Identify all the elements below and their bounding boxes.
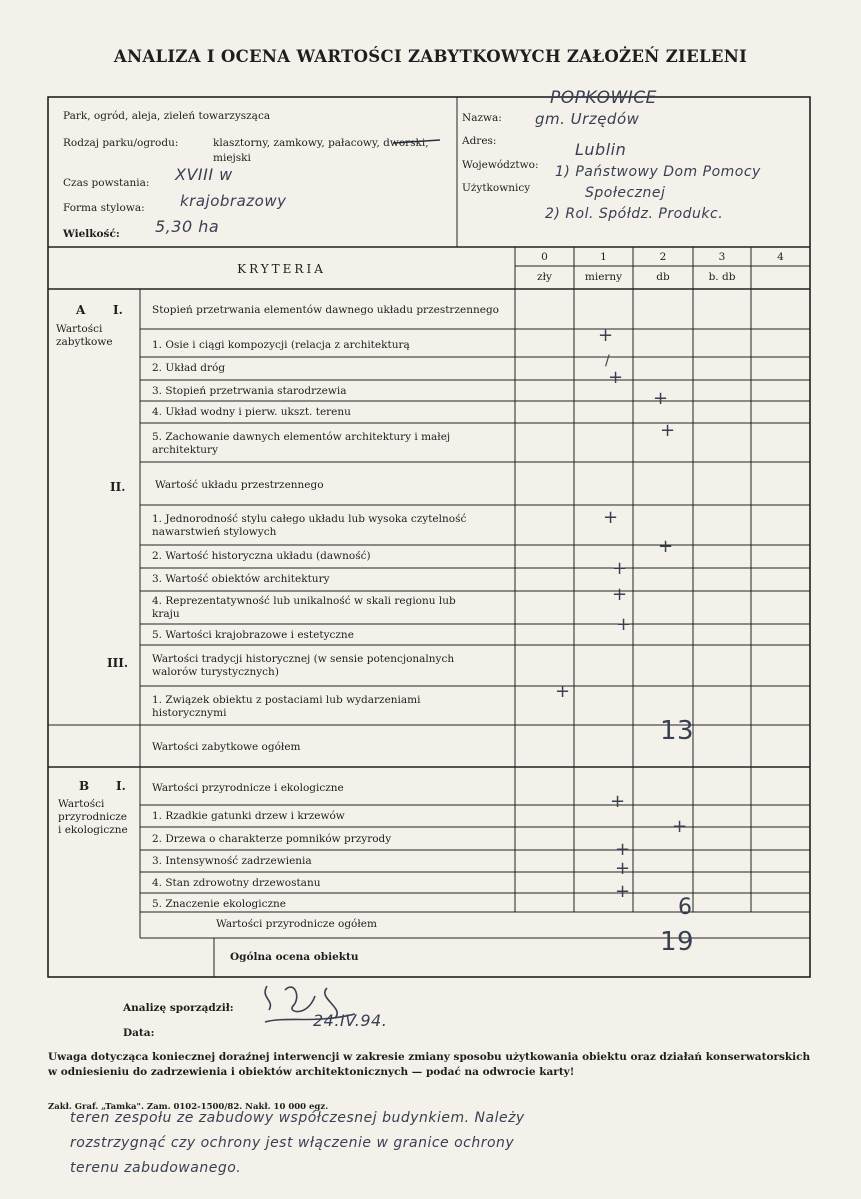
criterion-a3-1: 1. Związek obiektu z postaciami lub wydarzeniami historycznymi xyxy=(152,694,421,719)
check-mark: + xyxy=(603,507,619,528)
section-a-total-value: 13 xyxy=(660,716,695,746)
date-label: Data: xyxy=(123,1027,155,1039)
section-b-label: Wartości przyrodnicze i ekologiczne xyxy=(58,798,128,836)
type-label: Rodzaj parku/ogrodu: xyxy=(63,137,179,149)
handwritten-note-line-2: rozstrzygnąć czy ochrony jest włączenie w granice ochrony xyxy=(70,1135,515,1151)
check-mark: + xyxy=(616,614,632,635)
check-mark: + xyxy=(608,367,624,388)
score-3-label: b. db xyxy=(708,271,736,283)
overall-value: 19 xyxy=(660,927,695,957)
criterion-a1-5: 5. Zachowanie dawnych elementów architektury i małej architektury xyxy=(152,431,451,456)
voivodeship-label: Województwo: xyxy=(462,159,539,171)
handwritten-note-line-1: teren zespołu ze zabudowy współczesnej budynkiem. Należy xyxy=(70,1110,525,1126)
check-mark: + xyxy=(658,536,674,557)
score-2-label: db xyxy=(656,271,670,283)
criterion-b1-5: 5. Znaczenie ekologiczne xyxy=(152,898,287,910)
section-a-roman-1: I. xyxy=(113,303,123,317)
check-mark: + xyxy=(672,816,688,837)
score-4-num: 4 xyxy=(777,251,784,263)
criterion-a1-1: 1. Osie i ciągi kompozycji (relacja z architekturą xyxy=(152,339,410,351)
criterion-a1-4: 4. Układ wodny i pierw. ukszt. terenu xyxy=(152,406,351,418)
criterion-a2-5: 5. Wartości krajobrazowe i estetyczne xyxy=(152,629,354,641)
handwritten-note-line-3: terenu zabudowanego. xyxy=(70,1160,242,1176)
section-a-label: Wartości zabytkowe xyxy=(56,323,113,348)
style-value: krajobrazowy xyxy=(180,192,287,210)
score-2-num: 2 xyxy=(659,251,667,263)
check-mark: + xyxy=(610,791,626,812)
section-b-roman-1: I. xyxy=(116,779,126,793)
address-label: Adres: xyxy=(462,135,497,147)
criterion-a1-3: 3. Stopień przetrwania starodrzewia xyxy=(152,385,347,397)
criterion-a2-2: 2. Wartość historyczna układu (dawność) xyxy=(152,550,371,562)
section-a-letter: A xyxy=(76,303,86,317)
name-value-2: gm. Urzędów xyxy=(535,110,640,128)
check-mark: + xyxy=(612,558,628,579)
section-a-roman-2: II. xyxy=(110,480,126,494)
type-options-2: miejski xyxy=(213,152,251,164)
intervention-note: Uwaga dotycząca koniecznej doraźnej interwencji w zakresie zmiany sposobu użytkowania obiektu oraz działań konserwatorskich w odniesieniu do zadrzewienia i obiektów architektonicznych — podać na odwrocie karty! xyxy=(48,1051,811,1078)
section-a-total-label: Wartości zabytkowe ogółem xyxy=(152,741,301,753)
score-1-num: 1 xyxy=(600,251,607,263)
check-mark: + xyxy=(555,681,571,702)
criterion-a2-3: 3. Wartość obiektów architektury xyxy=(152,573,330,585)
date-value: 24.IV.94. xyxy=(313,1011,388,1030)
users-value-2: 2) Rol. Spółdz. Produkc. xyxy=(545,206,724,222)
size-label: Wielkość: xyxy=(63,228,120,240)
criterion-b1-1: 1. Rzadkie gatunki drzew i krzewów xyxy=(152,810,345,822)
users-value-1b: Społecznej xyxy=(585,185,666,201)
check-mark: + xyxy=(612,584,628,605)
type-options: klasztorny, zamkowy, pałacowy, dworski, xyxy=(213,137,429,149)
check-mark: + xyxy=(615,839,631,860)
print-info: Zakł. Graf. „Tamka". Zam. 0102-1500/82. Nakł. 10 000 egz. xyxy=(48,1102,329,1112)
time-label: Czas powstania: xyxy=(63,177,150,189)
check-mark: + xyxy=(615,858,631,879)
form-title: ANALIZA I OCENA WARTOŚCI ZABYTKOWYCH ZAŁOŻEŃ ZIELENI xyxy=(113,47,748,66)
section-b-total-value: 6 xyxy=(678,895,693,920)
group-a1-title: Stopień przetrwania elementów dawnego układu przestrzennego xyxy=(152,304,499,316)
check-mark: / xyxy=(605,353,610,369)
group-b1-title: Wartości przyrodnicze i ekologiczne xyxy=(152,782,344,794)
check-mark: + xyxy=(615,881,631,902)
section-a-roman-3: III. xyxy=(107,656,129,670)
name-label: Nazwa: xyxy=(462,112,502,124)
voivodeship-value: Lublin xyxy=(575,140,627,159)
score-3-num: 3 xyxy=(718,251,726,263)
criterion-b1-4: 4. Stan zdrowotny drzewostanu xyxy=(152,877,321,889)
section-b-total-label: Wartości przyrodnicze ogółem xyxy=(216,918,377,930)
section-b-letter: B xyxy=(79,779,90,793)
score-0-label: zły xyxy=(537,271,552,283)
criterion-a2-4: 4. Reprezentatywność lub unikalność w skali regionu lub kraju xyxy=(152,595,456,620)
time-value: XVIII w xyxy=(175,165,233,184)
park-type-line: Park, ogród, aleja, zieleń towarzysząca xyxy=(63,110,271,122)
criteria-heading: KRYTERIA xyxy=(237,262,326,276)
users-label: Użytkownicy xyxy=(462,182,531,194)
overall-label: Ogólna ocena obiektu xyxy=(230,951,359,963)
check-mark: + xyxy=(653,388,669,409)
prepared-label: Analizę sporządził: xyxy=(123,1002,234,1014)
criterion-b1-3: 3. Intensywność zadrzewienia xyxy=(152,855,312,867)
group-a2-title: Wartość układu przestrzennego xyxy=(155,479,324,491)
check-mark: + xyxy=(660,420,676,441)
score-0-num: 0 xyxy=(541,251,548,263)
size-value: 5,30 ha xyxy=(155,217,220,236)
score-1-label: mierny xyxy=(584,271,623,283)
users-value-1: 1) Państwowy Dom Pomocy xyxy=(555,164,761,180)
criterion-b1-2: 2. Drzewa o charakterze pomników przyrody xyxy=(152,833,392,845)
style-label: Forma stylowa: xyxy=(63,202,145,214)
criterion-a2-1: 1. Jednorodność stylu całego układu lub wysoka czytelność nawarstwień stylowych xyxy=(152,513,467,538)
group-a3-title: Wartości tradycji historycznej (w sensie potencjonalnych walorów turystycznych) xyxy=(152,653,455,678)
check-mark: + xyxy=(598,325,614,346)
criterion-a1-2: 2. Układ dróg xyxy=(152,362,226,374)
name-value-1: POPKOWICE xyxy=(550,88,657,108)
